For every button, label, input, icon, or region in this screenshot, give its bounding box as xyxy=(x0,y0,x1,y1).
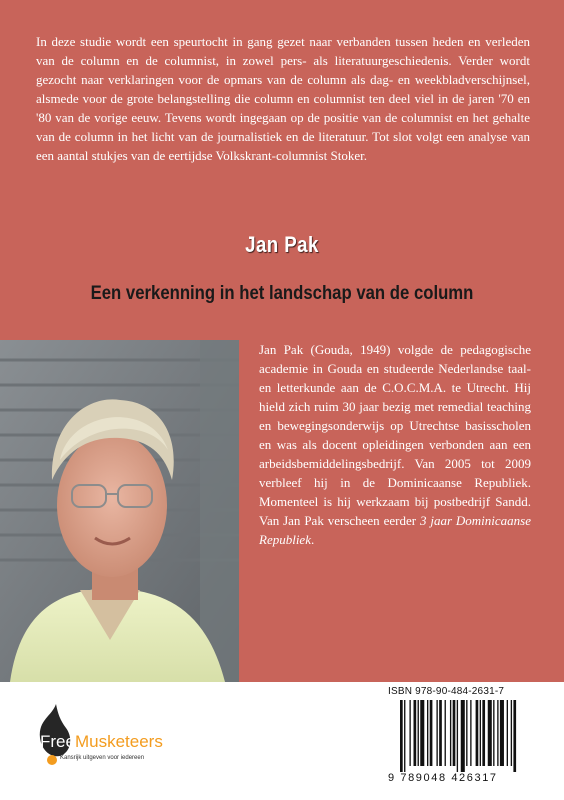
barcode-bar xyxy=(470,700,471,766)
barcode-bar xyxy=(513,700,516,772)
bio-text: Jan Pak (Gouda, 1949) volgde de pedagogische academie in Gouda en studeerde Nederlandse taal- en letterkunde aan de C.O.C.M.A. te Utrecht. Hij hield zich ruim 30 jaar bezig met remedial teaching en bewegingsonderwijs op Utrechtse basisscholen en was als docent opleidingen verbonden aan een arbeidsbemiddelingsbedrijf. Van 2005 tot 2009 verbleef hij in de Dominicaanse Republiek. Momenteel is hij werkzaam bij postbedrijf Sandd. Van Jan Pak verscheen eerder xyxy=(259,342,531,528)
barcode-bar xyxy=(450,700,451,766)
barcode-bar xyxy=(493,700,494,766)
barcode-bar xyxy=(500,700,504,766)
barcode-bar xyxy=(414,700,417,766)
barcode-bar xyxy=(439,700,442,766)
barcode-bar xyxy=(453,700,456,766)
isbn-label: ISBN 978-90-484-2631-7 xyxy=(388,686,505,697)
barcode-bar xyxy=(427,700,428,766)
blurb-text: In deze studie wordt een speurtocht in gang gezet naar verbanden tussen heden en verleden van de column en de columnist, in zowel pers- als literatuurgeschiedenis. Verder wordt gezocht naar verklaringen voor de opmars van de column als dag- en weekbladverschijnsel, alsmede voor de grote belangstelling die column en columnist ten deel viel in de jaren '70 en '80 van de vorige eeuw. Tevens wordt ingegaan op de positie van de columnist en het gehalte van de column in het licht van de journalistiek en de literatuur. Tot slot volgt een analyse van een aantal stukjes van de eertijdse Volkskrant-columnist Stoker. xyxy=(36,34,530,163)
barcode-bar xyxy=(409,700,410,766)
publisher-name-part2: Musketeers xyxy=(74,732,163,751)
barcode-bar xyxy=(507,700,508,766)
logo-dot-icon xyxy=(47,755,57,765)
barcode-bar xyxy=(430,700,433,766)
book-subtitle: Een verkenning in het landschap van de column xyxy=(90,283,474,304)
author-photo xyxy=(0,340,239,682)
author-name: Jan Pak xyxy=(245,232,319,257)
barcode-bar xyxy=(511,700,512,766)
barcode-bar xyxy=(488,700,492,766)
barcode-digits: 9 789048 426317 xyxy=(388,772,498,784)
barcode-bar xyxy=(404,700,405,772)
barcode-bar xyxy=(436,700,437,766)
barcode-bar xyxy=(497,700,498,766)
publisher-logo xyxy=(38,702,208,782)
isbn-barcode xyxy=(388,686,558,782)
bio-end: . xyxy=(310,532,315,547)
barcode-bar xyxy=(482,700,485,766)
barcode-bar xyxy=(476,700,479,766)
barcode-bar xyxy=(418,700,419,766)
barcode-bars xyxy=(388,700,558,772)
barcode-bar xyxy=(420,700,424,766)
publisher-tagline: Kansrijk uitgeven voor iedereen xyxy=(60,755,145,761)
barcode-bar xyxy=(457,700,458,772)
footer xyxy=(0,682,564,800)
author-bio xyxy=(259,340,531,549)
barcode-bar xyxy=(400,700,403,772)
publisher-name-part1: Free xyxy=(40,732,75,751)
barcode-bar xyxy=(445,700,446,766)
barcode-bar xyxy=(480,700,481,766)
previous-book-title: 3 jaar Dominicaanse Republiek xyxy=(259,513,531,547)
barcode-bar xyxy=(466,700,467,766)
barcode-bar xyxy=(461,700,465,772)
